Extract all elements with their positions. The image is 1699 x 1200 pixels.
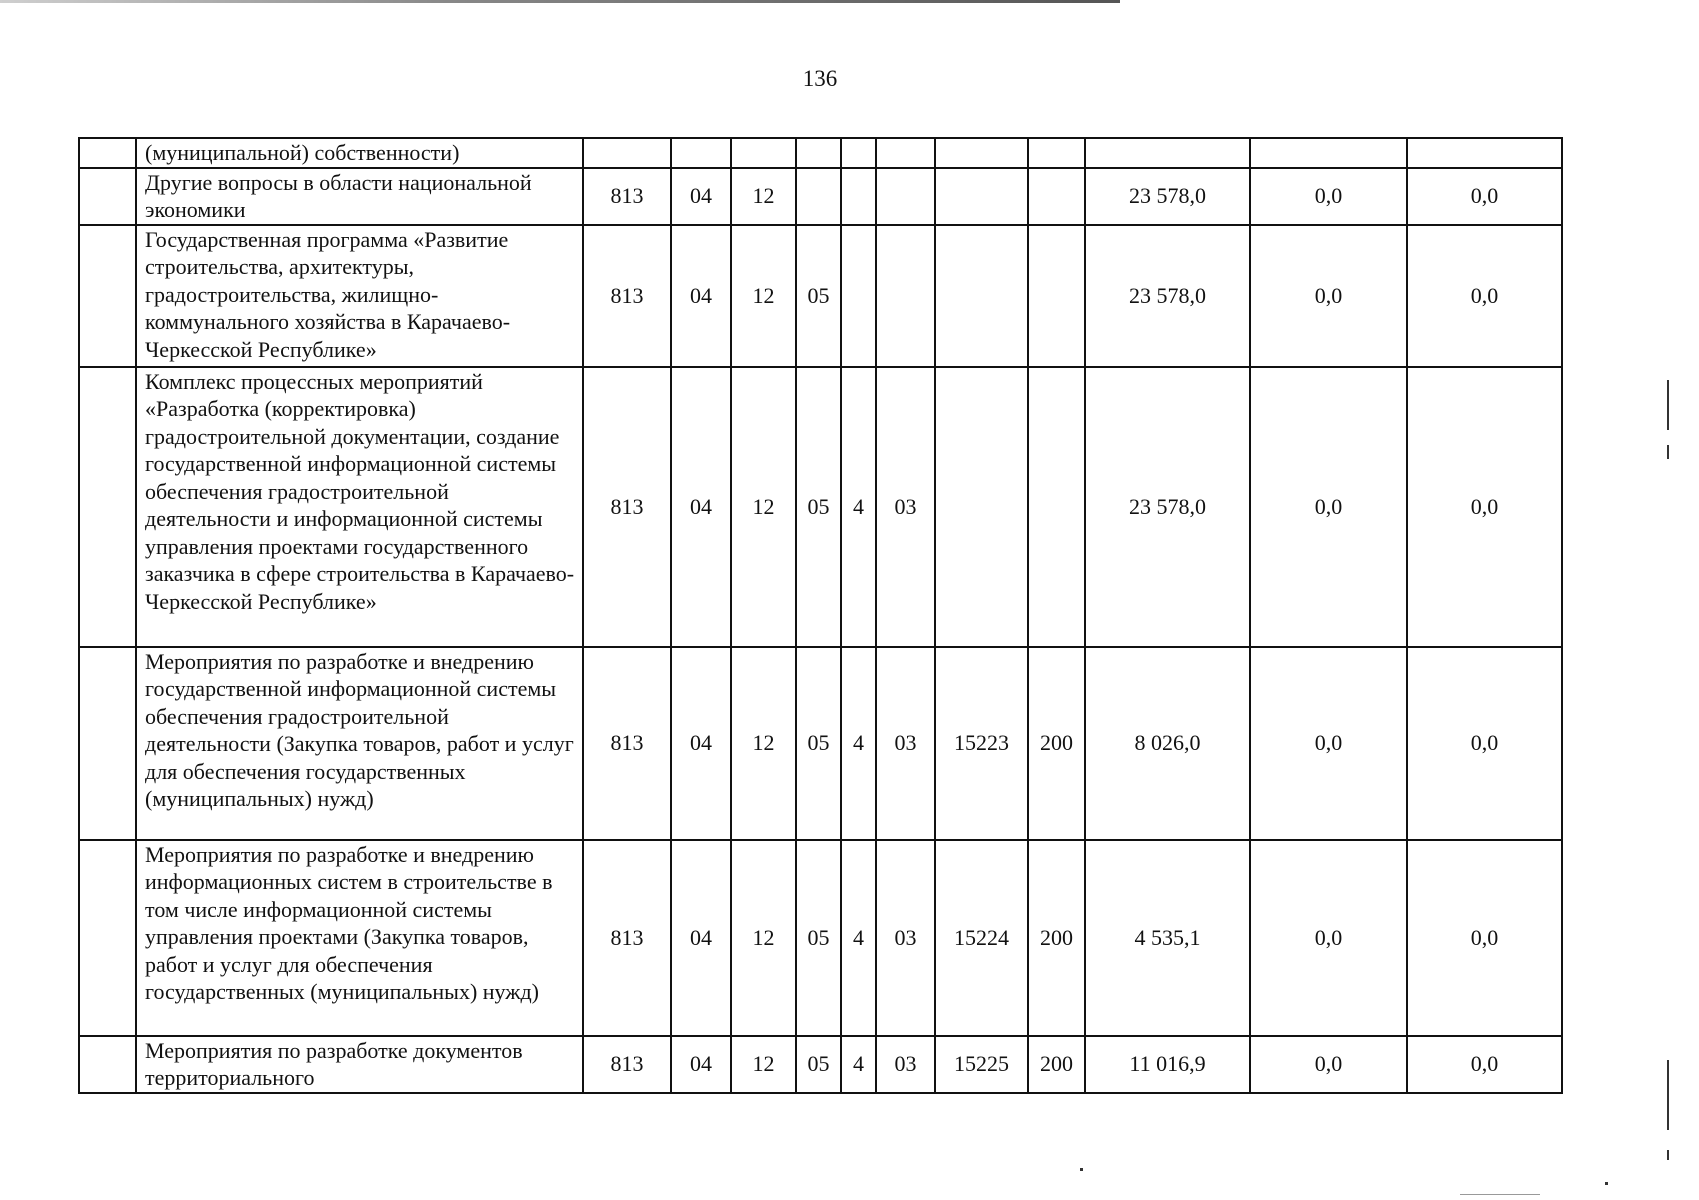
code-cell: 05 xyxy=(796,367,841,647)
code-cell xyxy=(876,168,935,225)
code-cell: 04 xyxy=(671,225,731,367)
code-cell xyxy=(935,138,1028,168)
table-row xyxy=(79,647,1562,840)
amount-cell: 23 578,0 xyxy=(1085,168,1250,225)
amount-cell: 0,0 xyxy=(1407,168,1562,225)
amount-cell: 0,0 xyxy=(1250,168,1407,225)
code-cell: 12 xyxy=(731,168,796,225)
code-cell: 05 xyxy=(796,647,841,840)
scan-mark xyxy=(1667,1060,1669,1130)
amount-cell: 0,0 xyxy=(1407,647,1562,840)
code-cell xyxy=(935,367,1028,647)
amount-cell: 8 026,0 xyxy=(1085,647,1250,840)
code-cell: 03 xyxy=(876,1036,935,1093)
item-name-cell: Другие вопросы в области национальной экономики xyxy=(136,168,583,225)
budget-table xyxy=(78,137,1563,1094)
scan-mark xyxy=(1667,1150,1669,1160)
code-cell: 04 xyxy=(671,840,731,1036)
code-cell: 200 xyxy=(1028,1036,1085,1093)
amount-cell: 23 578,0 xyxy=(1085,367,1250,647)
code-cell: 15225 xyxy=(935,1036,1028,1093)
item-name-cell: Мероприятия по разработке и внедрению информационных систем в строительстве в том числе информационной системы управления проектами (Закупка товаров, работ и услуг для обеспечения государственных (муниципальных) нужд) xyxy=(136,840,583,1036)
code-cell: 813 xyxy=(583,647,671,840)
row-number-cell xyxy=(79,647,136,840)
code-cell: 4 xyxy=(841,367,876,647)
amount-cell: 23 578,0 xyxy=(1085,225,1250,367)
code-cell: 05 xyxy=(796,225,841,367)
code-cell: 12 xyxy=(731,367,796,647)
code-cell xyxy=(935,225,1028,367)
item-name-cell: (муниципальной) собственности) xyxy=(136,138,583,168)
code-cell: 4 xyxy=(841,1036,876,1093)
table-row xyxy=(79,1036,1562,1093)
scan-edge xyxy=(0,0,1120,3)
amount-cell xyxy=(1250,138,1407,168)
table-row xyxy=(79,367,1562,647)
code-cell: 04 xyxy=(671,367,731,647)
code-cell: 813 xyxy=(583,225,671,367)
code-cell xyxy=(841,138,876,168)
code-cell xyxy=(671,138,731,168)
item-name-cell: Комплекс процессных мероприятий «Разработка (корректировка) градостроительной документации, создание государственной информационной системы обеспечения градостроительной деятельности и информационной системы управления проектами государственного заказчика в сфере строительства в Карачаево-Черкесской Республике» xyxy=(136,367,583,647)
item-name-cell: Мероприятия по разработке и внедрению государственной информационной системы обеспечения градостроительной деятельности (Закупка товаров, работ и услуг для обеспечения государственных (муниципальных) нужд) xyxy=(136,647,583,840)
code-cell: 813 xyxy=(583,840,671,1036)
code-cell xyxy=(1028,225,1085,367)
amount-cell xyxy=(1085,138,1250,168)
code-cell: 04 xyxy=(671,647,731,840)
code-cell xyxy=(876,225,935,367)
code-cell xyxy=(1028,138,1085,168)
scan-mark xyxy=(1605,1182,1608,1185)
code-cell xyxy=(841,168,876,225)
table-row xyxy=(79,840,1562,1036)
code-cell: 04 xyxy=(671,168,731,225)
scan-mark xyxy=(1460,1194,1540,1195)
code-cell: 05 xyxy=(796,840,841,1036)
code-cell xyxy=(796,138,841,168)
row-number-cell xyxy=(79,1036,136,1093)
scan-mark xyxy=(1080,1168,1083,1171)
code-cell xyxy=(731,138,796,168)
page-number: 136 xyxy=(802,66,838,91)
amount-cell: 0,0 xyxy=(1407,225,1562,367)
amount-cell: 0,0 xyxy=(1250,367,1407,647)
scan-mark xyxy=(1667,380,1669,430)
code-cell xyxy=(876,138,935,168)
code-cell: 12 xyxy=(731,840,796,1036)
code-cell xyxy=(1028,367,1085,647)
amount-cell: 0,0 xyxy=(1407,367,1562,647)
row-number-cell xyxy=(79,840,136,1036)
table-row xyxy=(79,168,1562,225)
code-cell: 12 xyxy=(731,1036,796,1093)
row-number-cell xyxy=(79,138,136,168)
code-cell xyxy=(935,168,1028,225)
code-cell: 4 xyxy=(841,647,876,840)
amount-cell: 0,0 xyxy=(1250,840,1407,1036)
item-name-cell: Мероприятия по разработке документов территориального xyxy=(136,1036,583,1093)
amount-cell: 0,0 xyxy=(1250,647,1407,840)
code-cell: 813 xyxy=(583,367,671,647)
code-cell: 813 xyxy=(583,1036,671,1093)
amount-cell: 0,0 xyxy=(1407,840,1562,1036)
scan-mark xyxy=(1667,445,1669,459)
code-cell: 200 xyxy=(1028,647,1085,840)
amount-cell: 0,0 xyxy=(1250,225,1407,367)
code-cell: 15223 xyxy=(935,647,1028,840)
code-cell: 03 xyxy=(876,840,935,1036)
code-cell: 12 xyxy=(731,225,796,367)
code-cell xyxy=(583,138,671,168)
code-cell xyxy=(1028,168,1085,225)
code-cell: 200 xyxy=(1028,840,1085,1036)
amount-cell xyxy=(1407,138,1562,168)
amount-cell: 0,0 xyxy=(1250,1036,1407,1093)
row-number-cell xyxy=(79,367,136,647)
code-cell: 15224 xyxy=(935,840,1028,1036)
code-cell: 4 xyxy=(841,840,876,1036)
amount-cell: 4 535,1 xyxy=(1085,840,1250,1036)
code-cell: 12 xyxy=(731,647,796,840)
code-cell: 03 xyxy=(876,647,935,840)
row-number-cell xyxy=(79,168,136,225)
amount-cell: 11 016,9 xyxy=(1085,1036,1250,1093)
code-cell xyxy=(796,168,841,225)
code-cell: 05 xyxy=(796,1036,841,1093)
table-row xyxy=(79,225,1562,367)
code-cell: 813 xyxy=(583,168,671,225)
amount-cell: 0,0 xyxy=(1407,1036,1562,1093)
code-cell: 04 xyxy=(671,1036,731,1093)
code-cell xyxy=(841,225,876,367)
table-row xyxy=(79,138,1562,168)
item-name-cell: Государственная программа «Развитие строительства, архитектуры, градостроительства, жилищно-коммунального хозяйства в Карачаево-Черкесской Республике» xyxy=(136,225,583,367)
row-number-cell xyxy=(79,225,136,367)
code-cell: 03 xyxy=(876,367,935,647)
